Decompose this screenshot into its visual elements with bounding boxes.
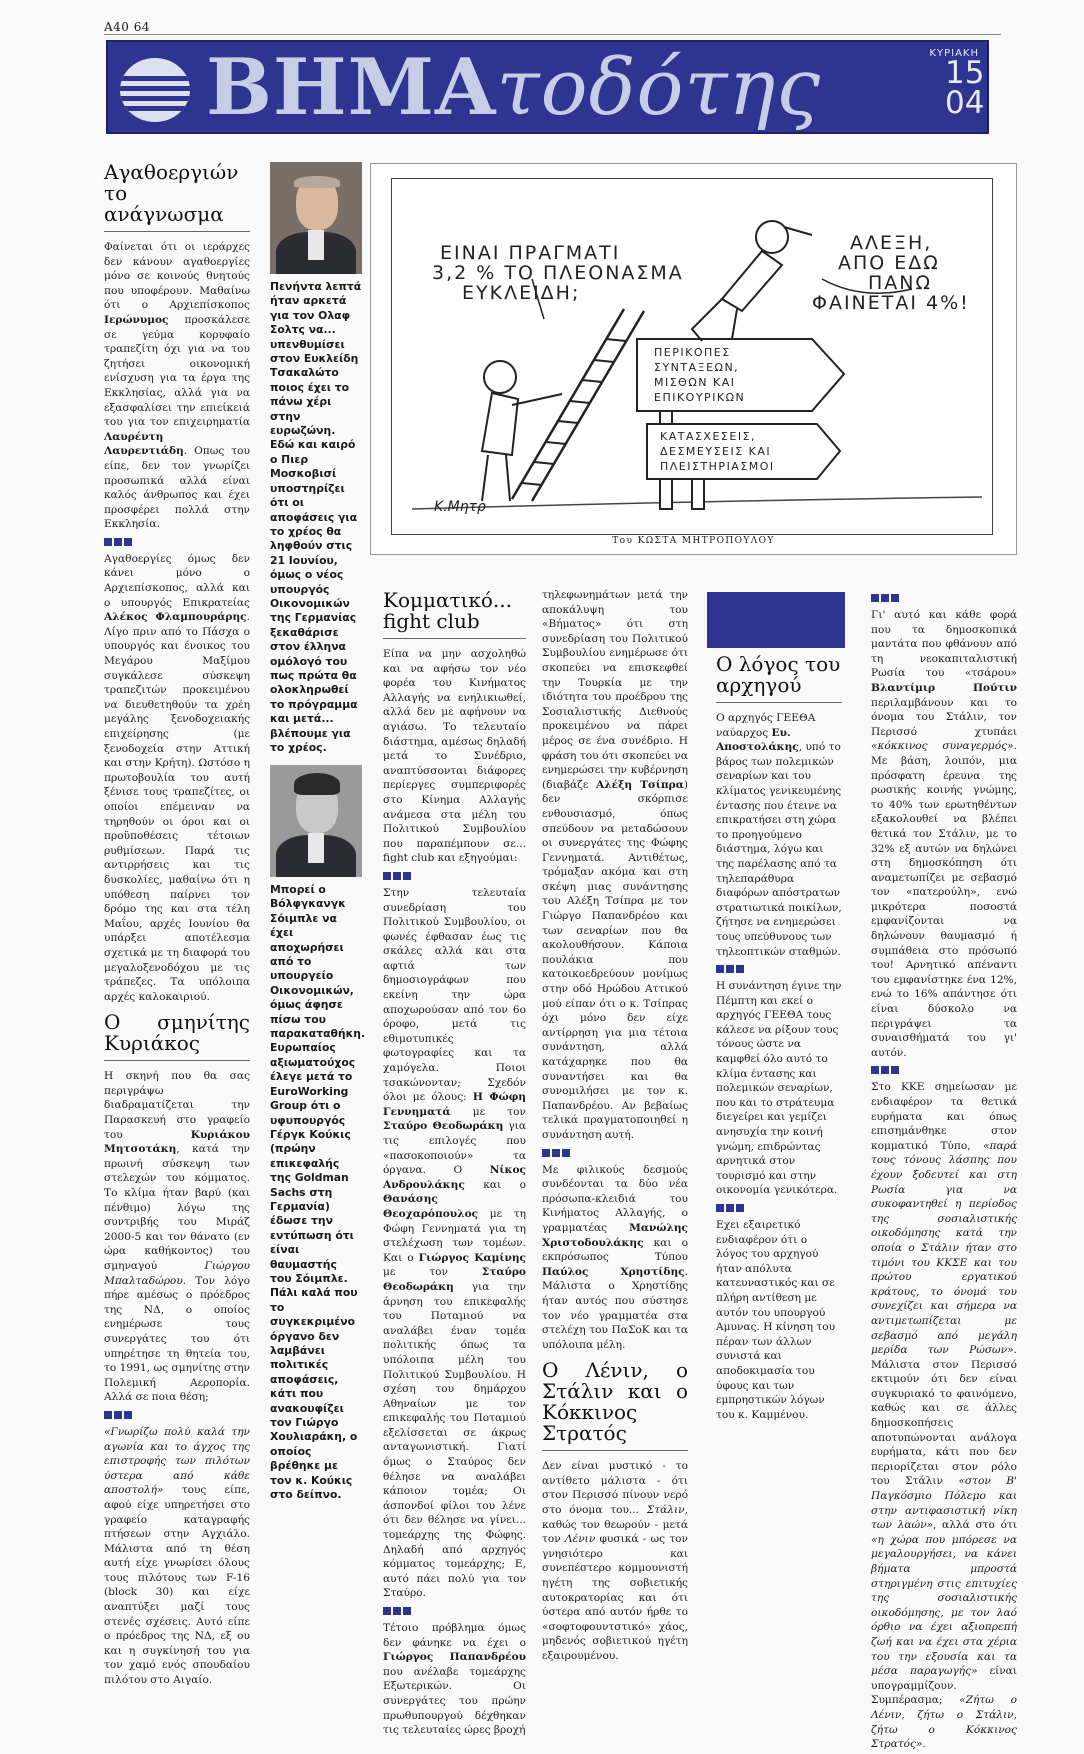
- sign2-line1: ΚΑΤΑΣΧΕΣΕΙΣ,: [660, 430, 757, 443]
- paragraph: Στο ΚΚΕ σημείωσαν με ενδιαφέρον τα θετικά ευρήματα και όπως επισημάνθηκε στον κομματικό Τύπο, «παρά τους τόνους λάσπης που έχουν ξοδευτεί και στη Ρωσία για να συκοφαντηθεί η περίοδος της σοσιαλιστικής οικοδόμησης κατά την οποία ο Στάλιν ήταν στο τιμόνι του ΚΚΣΕ και του πρώτου εργατικού κράτους, το όνομά του συνεχίζει και σήμερα να αντιμετωπίζεται με σεβασμό από μεγάλη μερίδα των Ρώσων». Μάλιστα στον Περισσό εκτιμούν ότι δεν είναι συγκυριακό το φαινόμενο, καθώς και σε άλλες δημοσκοπήσεις αποτυπώνονται ανάλογα ευρήματα, κάτι που δεν περιορίζεται στον ρόλο του Στάλιν «στον Β' Παγκόσμιο Πόλεμο και στην αντιφασιστική νίκη των λαών», αλλά στο ότι «η χώρα που μπόρεσε να μεγαλουργήσει, να κάνει βήματα μπροστά στηριγμένη στις επιτυχίες της σοσιαλιστικής οικοδόμησης, με τον λαό όρθιο να έχει αξιοπρεπή ζωή και να έχει στα χέρια του την εξουσία και τα μέσα παραγωγής» είναι υπογραμμίζουν. Συμπέρασμα; «Ζήτω ο Λένιν, ζήτω ο Στάλιν, ζήτω ο Κόκκινος Στρατός».: [871, 1081, 1018, 1751]
- sidebar-quote-2: Μπορεί ο Βόλφγκανγκ Σόιμπλε να έχει αποχωρήσει από το υπουργείο Οικονομικών, όμως άφησε πίσω του παρακαταθήκη. Ευρωπαίος αξιωματούχος έλεγε μετά το EuroWorking Group ότι ο υφυπουργός Γέργκ Κούκις (πρώην επικεφαλής της Goldman Sachs στη Γερμανία) έδωσε την εντύπωση ότι είναι θαυμαστής του Σόιμπλε. Πάλι καλά που το συγκεκριμένο όργανο δεν λαμβάνει πολιτικές αποφάσεις, κάτι που ανακουφίζει τον Γιώργο Χουλιαράκη, ο οποίος βρέθηκε με τον κ. Κούκις στο δείπνο.: [270, 883, 366, 1502]
- paragraph: Είπα να μην ασχοληθώ και να αφήσω τον νέο φορέα του Κινήματος Αλλαγής να ενηλικιωθεί, αλλά δεν με αφήνουν να αγιάσω. Το τελευταίο διάστημα, αμέσως δηλαδή μετά το Συνέδριο, αναπτύσσονται διάφορες περίεργες συμπεριφορές στο Κίνημα Αλλαγής ανάμεσα στα μέλη του Πολιτικού Συμβουλίου που παραπέμπουν σε... fight club και εξηγούμαι:: [383, 648, 526, 865]
- bubble-right-line3: ΠΑΝΩ: [868, 272, 933, 294]
- section-marker: [871, 594, 1017, 602]
- cartoon-credit: Του ΚΩΣΤΑ ΜΗΤΡΟΠΟΥΛΟΥ: [612, 536, 775, 546]
- sign2-line3: ΠΛΕΙΣΤΗΡΙΑΣΜΟΙ: [660, 460, 775, 473]
- paragraph: Τέτοιο πρόβλημα όμως δεν φάνηκε να έχει ο Γιώργος Παπανδρέου που ανέλαβε τομεάρχης Εξωτερικών. Οι συνεργάτες του πρώην πρωθυπουργού δέχθηκαν τις τελευταίες ώρες βροχή: [383, 1622, 526, 1737]
- paragraph: Η σκηνή που θα σας περιγράψω διαδραματίζεται την Παρασκευή στο γραφείο του Κυριάκου Μητσοτάκη, κατά την πρωινή σύσκεψη των στελεχών του κόμματος. Το κλίμα ήταν βαρύ (και πένθιμο) λόγω της συντριβής του Μιράζ 2000-5 και τον θάνατο (εν ώρα καθήκοντος) του σμηναγού Γιώργου Μπαλταδώρου. Τον λόγο πήρε αμέσως ο πρόεδρος της ΝΔ, ο οποίος ενημέρωσε τους συνεργάτες του ότι υπηρέτησε τη θητεία του, το 1991, ως σμηνίτης στην Πολεμική Αεροπορία. Αλλά σε ποια θέση;: [104, 1070, 250, 1404]
- headline-sminitis: Ο σμηνίτης Κυριάκος: [104, 1010, 250, 1056]
- bubble-left-line3: ΕΥΚΛΕΙΔΗ;: [462, 282, 581, 304]
- paragraph: Με φιλικούς δεσμούς συνδέονται τα δύο νέα πρόσωπα-κλειδιά του Κινήματος Αλλαγής, ο γραμματέας Μανώλης Χριστοδουλάκης και ο εκπρόσωπος Τύπου Παύλος Χρηστίδης. Μάλιστα ο Χρηστίδης ήταν αυτός που σύστησε τον νέο γραμματέα στα στελέχη του ΠαΣοΚ και τα υπόλοιπα μέλη.: [542, 1163, 688, 1351]
- column-4: [542, 588, 688, 1666]
- sign1-line3: ΜΙΣΘΩΝ ΚΑΙ: [654, 376, 736, 389]
- sign1-line4: ΕΠΙΚΟΥΡΙΚΩΝ: [654, 391, 746, 404]
- headline-logos-arhigou: Ο λόγος του αρχηγού: [716, 652, 841, 697]
- headline-lenin-stalin: Ο Λένιν, ο Στάλιν και ο Κόκκινος Στρατός: [542, 1358, 688, 1446]
- sign1-line1: ΠΕΡΙΚΟΠΕΣ: [654, 346, 731, 359]
- sign1-line2: ΣΥΝΤΑΞΕΩΝ,: [654, 361, 740, 374]
- section-marker: [716, 1204, 842, 1212]
- logo-icon: [120, 58, 190, 122]
- page-number: A40 64: [104, 20, 151, 34]
- headline-agathoergies: Αγαθοεργιών το ανάγνωσμα: [104, 160, 239, 226]
- section-marker: [383, 1607, 526, 1615]
- paragraph: Εχει εξαιρετικό ενδιαφέρον ότι ο λόγος του αρχηγού ήταν απόλυτα κατευναστικός και σε πλήρη αντίθεση με αυτόν του υπουργού Αμυνας. Η κίνηση του πέραν των άλλων συνιστά και αποδοκιμασία του ύφους και των εμπρηστικών λόγων του κ. Καμμένου.: [716, 1219, 836, 1421]
- paragraph: Στην τελευταία συνεδρίαση του Πολιτικού Συμβουλίου, οι φωνές έφθασαν έως τις σκάλες αλλά και στα αφτιά των δημοσιογράφων που εκείνη την ώρα αποχωρούσαν από τον 6ο όροφο, μετά τις εθιμοτυπικές φωτογραφίες και τα χαμόγελα. Ποιοι τσακώνονταν; Σχεδόν όλοι με όλους: Η Φώφη Γεννηματά με τον Σταύρο Θεοδωράκη για τις επιλογές που «πασοκοποιούν» τα όργανα. Ο Νίκος Ανδρουλάκης και ο Θανάσης Θεοχαρόπουλος με τη Φώφη Γεννηματά για τη στελέχωση των τομέων. Και ο Γιώργος Καμίνης με τον Σταύρο Θεοδωράκη για την άρνηση του επικεφαλής του Ποταμιού να αναλάβει έναν τομέα πολιτικής όπως τα υπόλοιπα μέλη του Πολιτικού Συμβουλίου. Η σχέση του δημάρχου Αθηναίων με τον επικεφαλής του Ποταμιού εξελίσσεται σε άκρως ανταγωνιστική. Γιατί όμως ο Σταύρος δεν θέλησε να αναλάβει κάποιον τομέα; Οι άσπονδοί φίλοι του λένε ότι δεν θέλησε να γίνει... τομεάρχης της Φώφης. Δηλαδή από αρχηγός κόμματος τομεάρχης; Ε, αυτό πάει πολύ για τον Σταύρο.: [383, 886, 526, 1600]
- paragraph: Ο αρχηγός ΓΕΕΘΑ ναύαρχος Ευ. Αποστολάκης, υπό το βάρος των πολεμικών σεναρίων και του κλίματος γενικευμένης έντασης που έτεινε να επικρατήσει στη χώρα το προηγούμενο διάστημα, λόγω και της παρέλασης από τα τηλεπαράθυρα διαφόρων απόστρατων στρατιωτικά ποικίλων, ζήτησε να ενημερώσει τους υπεύθυνους των τηλεοπτικών σταθμών.: [716, 712, 842, 958]
- sign2-line2: ΔΕΣΜΕΥΣΕΙΣ ΚΑΙ: [660, 445, 772, 458]
- paragraph: Η συνάντηση έγινε την Πέμπτη και εκεί ο αρχηγός ΓΕΕΘΑ τους κάλεσε να ρίξουν τους τόνους ώστε να καμφθεί όλο αυτό το κλίμα έντασης και πολεμικών σεναρίων, που και το στράτευμα διεγείρει και γεμίζει ανησυχία την κοινή γνώμη, επιδρώντας αρνητικά στον τουρισμό και στην οικονομία γενικότερα.: [716, 980, 842, 1197]
- bubble-right-line4: ΦΑΙΝΕΤΑΙ 4%!: [812, 292, 970, 314]
- paragraph: Γι' αυτό και κάθε φορά που τα δημοσκοπικά μαντάτα που φθάνουν από τη νεοκαπιταλιστική Ρωσία του «τσάρου» Βλαντίμιρ Πούτιν περιλαμβάνουν και το όνομα του Στάλιν, τον Περισσό χτυπάει «κόκκινος συναγερμός». Με βάση, λοιπόν, μια πρόσφατη έρευνα της ρωσικής κοινής γνώμης, το 40% των ερωτηθέντων εξακολουθεί να βλέπει θετικά τον Στάλιν, με το 32% εξ αυτών να δηλώνει στη δημοσκόπηση ότι αναμετωπίζει με σεβασμό τον «πατερούλη», ενώ μικρότερα ποσοστά εμφανίζονται να δηλώνουν θαυμασμό ή συμπάθεια στο πρόσωπό του! Αρνητικό απέναντι του εμφανίστηκε ένα 12%, ενώ το 16% απάντησε ότι είναι δύσκολο να περιγράψει τα συναισθήματά του γι' αυτόν.: [871, 609, 1017, 1059]
- section-marker: [542, 1149, 688, 1157]
- cartoon-signature: Κ.Μητρ: [434, 499, 486, 515]
- cartoon-frame: [391, 178, 993, 535]
- section-marker: [716, 965, 842, 973]
- bubble-left-line1: ΕΙΝΑΙ ΠΡΑΓΜΑΤΙ: [440, 242, 621, 264]
- masthead-title: ΒΗΜΑτοδότης: [206, 42, 822, 133]
- masthead-date: 15 04: [945, 55, 985, 121]
- section-marker: [383, 872, 526, 880]
- paragraph: Δεν είναι μυστικό - το αντίθετο μάλιστα - ότι στον Περισσό πίνουν νερό στο όνομα του... Στάλιν, καθώς τον θεωρούν - μετά τον Λένιν φυσικά - ως τον γνησιότερο και συνεπέστερο κομμουνιστή ηγέτη της σοβιετικής αυτοκρατορίας και ότι ύστερα από αυτόν ήρθε το «σοφτοφουντστικό» χάος, μηδενός σοβιετικού ηγέτη εξαιρουμένου.: [542, 1460, 688, 1662]
- column-6: [871, 588, 1017, 1754]
- bubble-right-line2: ΑΠΟ ΕΔΩ: [838, 252, 940, 274]
- section-marker: [104, 538, 250, 546]
- accent-box: [707, 592, 845, 648]
- photo-kukies: [270, 765, 362, 877]
- section-marker: [104, 1411, 250, 1419]
- column-5: [716, 654, 842, 1424]
- paragraph: Αγαθοεργίες όμως δεν κάνει μόνο ο Αρχιεπίσκοπος, αλλά και ο υπουργός Επικρατείας Αλέκος Φλαμπουράρης. Λίγο πριν από το Πάσχα ο υπουργός και ένοικος του Μεγάρου Μαξίμου συγκάλεσε σύσκεψη τραπεζιτών προκειμένου να διευθετηθούν τα χρέη μεγάλης ξενοδοχειακής επιχείρησης (με ξενοδοχεία στην Αττική και στην Κρήτη). Ωστόσο η πρωτοβουλία του αυτή ξένισε τους τραπεζίτες, οι οποίοι επέμειναν να τηρηθούν οι όροι και οι προϋποθέσεις τέτοιων ρυθμίσεων. Παρά τις αντιρρήσεις και τις δυσκολίες, μαθαίνω ότι η υπόθεση παίρνει τον δρόμο της και στα τέλη Μαΐου, αρχές Ιουνίου θα υπάρξει αποτέλεσμα σχετικά με τη διαφορά του μεγαλοξενοδόχου με τις τράπεζες. Τα υπόλοιπα αρχές καλοκαιριού.: [104, 552, 250, 1003]
- bubble-right-line1: ΑΛΕΞΗ,: [850, 232, 933, 254]
- top-rule: [104, 34, 1001, 35]
- section-marker: [871, 1066, 1017, 1074]
- headline-fight-club: Κομματικό... fight club: [383, 588, 513, 633]
- paragraph: Φαίνεται ότι οι ιεράρχες δεν κάνουν αγαθοεργίες μόνο σε κοινούς θνητούς που υποφέρουν. Μαθαίνω ότι ο Αρχιεπίσκοπος Ιερώνυμος προσκάλεσε σε γεύμα κορυφαίο τραπεζίτη όχι για να του ζητήσει οικονομική ενίσχυση για τα έργα της Εκκλησίας, αλλά για να εξασφαλίσει την επιείκειά του για τον επιχειρηματία Λαυρέντη Λαυρεντιάδη. Οπως του είπε, δεν τον γνωρίζει προσωπικά αλλά είναι καλός άνθρωπος και έχει προσφέρει πολλά στην Εκκλησία.: [104, 241, 250, 531]
- masthead-day: ΚΥΡΙΑΚΗ: [929, 48, 979, 59]
- column-1: [104, 162, 250, 1690]
- column-3: [383, 590, 526, 1740]
- masthead: [106, 40, 989, 134]
- photo-scholz: [270, 162, 362, 274]
- paragraph: «Γνωρίζω πολύ καλά την αγωνία και το άγχος της επιστροφής των πιλότων ύστερα από κάθε αποστολή» τους είπε, αφού είχε υπηρετήσει στο γραφείο καταγραφής πτήσεων στην Αγχιάλο. Μάλιστα από τη θέση αυτή είχε γνωρίσει όλους τους πιλότους των F-16 (block 30) και είχε αναπτύξει μαζί τους στενές σχέσεις. Αυτό είπε ο πρόεδρος της ΝΔ, εξ ου και η συγκίνησή του για τον χαμό ενός σπουδαίου πιλότου στο Αιγαίο.: [104, 1425, 250, 1687]
- sidebar-quote-1: Πενήντα λεπτά ήταν αρκετά για τον Ολαφ Σολτς να... υπενθυμίσει στον Ευκλείδη Τσακαλώτο ποιος έχει το πάνω χέρι στην ευρωζώνη. Εδώ και καιρό ο Πιερ Μοσκοβισί υποστηρίζει ότι οι αποφάσεις για το χρέος θα ληφθούν στις 21 Ιουνίου, όμως ο νέος υπουργός Οικονομικών της Γερμανίας ξεκαθάρισε στον έλληνα ομόλογό του πως πρώτα θα ολοκληρωθεί το πρόγραμμα και μετά... βλέπουμε για το χρέος.: [270, 280, 362, 754]
- cartoon: [370, 163, 1017, 555]
- paragraph: τηλεφωνημάτων μετά την αποκάλυψη του «Βήματος» ότι στη συνεδρίαση του Πολιτικού Συμβουλίου ενημέρωσε ότι σκοπεύει να επισκεφθεί την Τουρκία με την ιδιότητα του προέδρου της Σοσιαλιστικής Διεθνούς προκειμένου να πάρει μέρος σε ένα συνέδριο. Η φράση του ότι σκοπεύει να ενημερώσει την κυβέρνηση (διαβάζε Αλέξη Τσίπρα) δεν σκόρπισε ενθουσιασμό, όπως σπεύδουν να μεταδώσουν οι συνεργάτες της Φώφης Γεννηματά. Αντιθέτως, τρόμαξαν ακόμα και στη σκέψη μιας συνάντησης του Αλέξη Τσίπρα με τον Γιώργο Παπανδρέου και των σεναρίων που θα ακολουθήσουν. Κάποια πουλάκια που κατοικοεδρεύουν μονίμως στην οδό Ηρώδου Αττικού μού είπαν ότι ο κ. Τσίπρας όχι μόνο δεν είχε αντίρρηση για μια τέτοια συνάντηση, αλλά κατάχαρηκε που θα συναντήσει και θα συνομιλήσει με τον κ. Παπανδρέου. Αν βεβαίως τελικά πραγματοποιηθεί η συνάντηση αυτή.: [542, 589, 688, 1141]
- bubble-left-line2: 3,2 % ΤΟ ΠΛΕΟΝΑΣΜΑ: [432, 262, 684, 284]
